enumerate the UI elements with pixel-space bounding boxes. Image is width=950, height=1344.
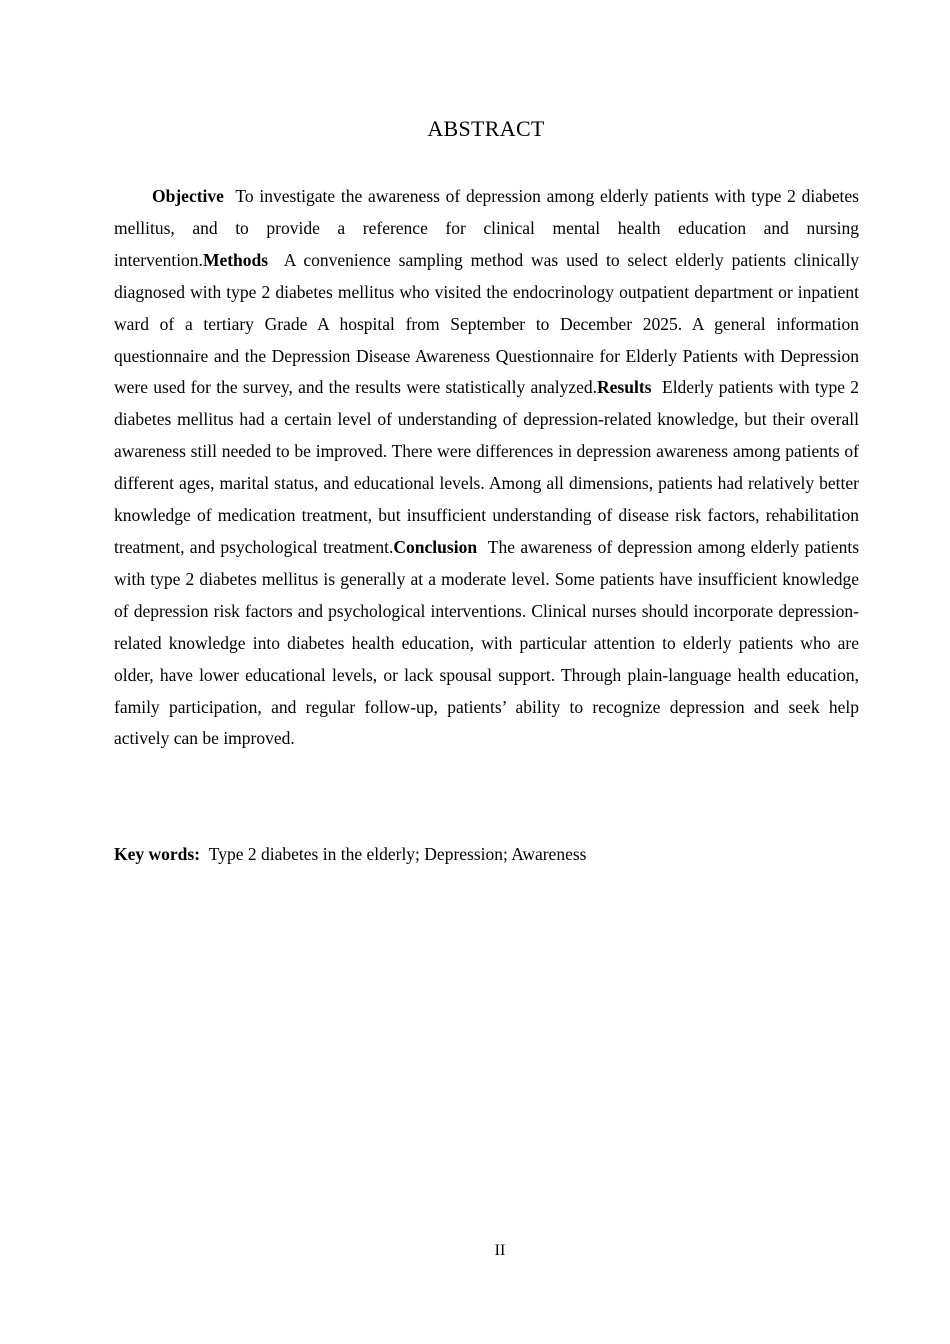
keywords-label: Key words: [114, 844, 201, 864]
results-label: Results [597, 377, 652, 398]
keywords-line [114, 839, 859, 869]
conclusion-text: The awareness of depression among elderly patients with type 2 diabetes mellitus is generally at a moderate level. Some patients have insufficient knowledge of depression risk factors and psychological interventions. Clinical nurses should incorporate depression-related knowledge into diabetes health education, with particular attention to elderly patients who are older, have lower educational levels, or lack spousal support. Through plain-language health education, family participation, and regular follow-up, patients’ ability to recognize depression and seek help actively can be improved. [114, 536, 860, 749]
methods-text: A convenience sampling method was used to select elderly patients clinically diagnosed with type 2 diabetes mellitus who visited the endocrinology outpatient department or inpatient ward of a tertiary Grade A hospital from September to December 2025. A general information questionnaire and the Depression Disease Awareness Questionnaire for Elderly Patients with Depression were used for the survey, and the results were statistically analyzed. [114, 249, 859, 398]
abstract-body [114, 181, 859, 755]
page-number: II [494, 1242, 506, 1259]
results-text: Elderly patients with type 2 diabetes mellitus had a certain level of understanding of depression-related knowledge, but their overall awareness still needed to be improved. There were differences in depression awareness among patients of different ages, marital status, and educational levels. Among all dimensions, patients had relatively better knowledge of medication treatment, but insufficient understanding of disease risk factors, rehabilitation treatment, and psychological treatment. [114, 377, 859, 557]
methods-label: Methods [202, 249, 269, 270]
objective-text: To investigate the awareness of depression among elderly patients with type 2 diabetes mellitus, and to provide a reference for clinical mental health education and nursing intervention. [114, 186, 859, 270]
conclusion-label: Conclusion [393, 536, 478, 557]
keywords-text: Type 2 diabetes in the elderly; Depression; Awareness [208, 844, 587, 864]
objective-label: Objective [152, 186, 224, 206]
abstract-title: ABSTRACT [427, 116, 545, 141]
